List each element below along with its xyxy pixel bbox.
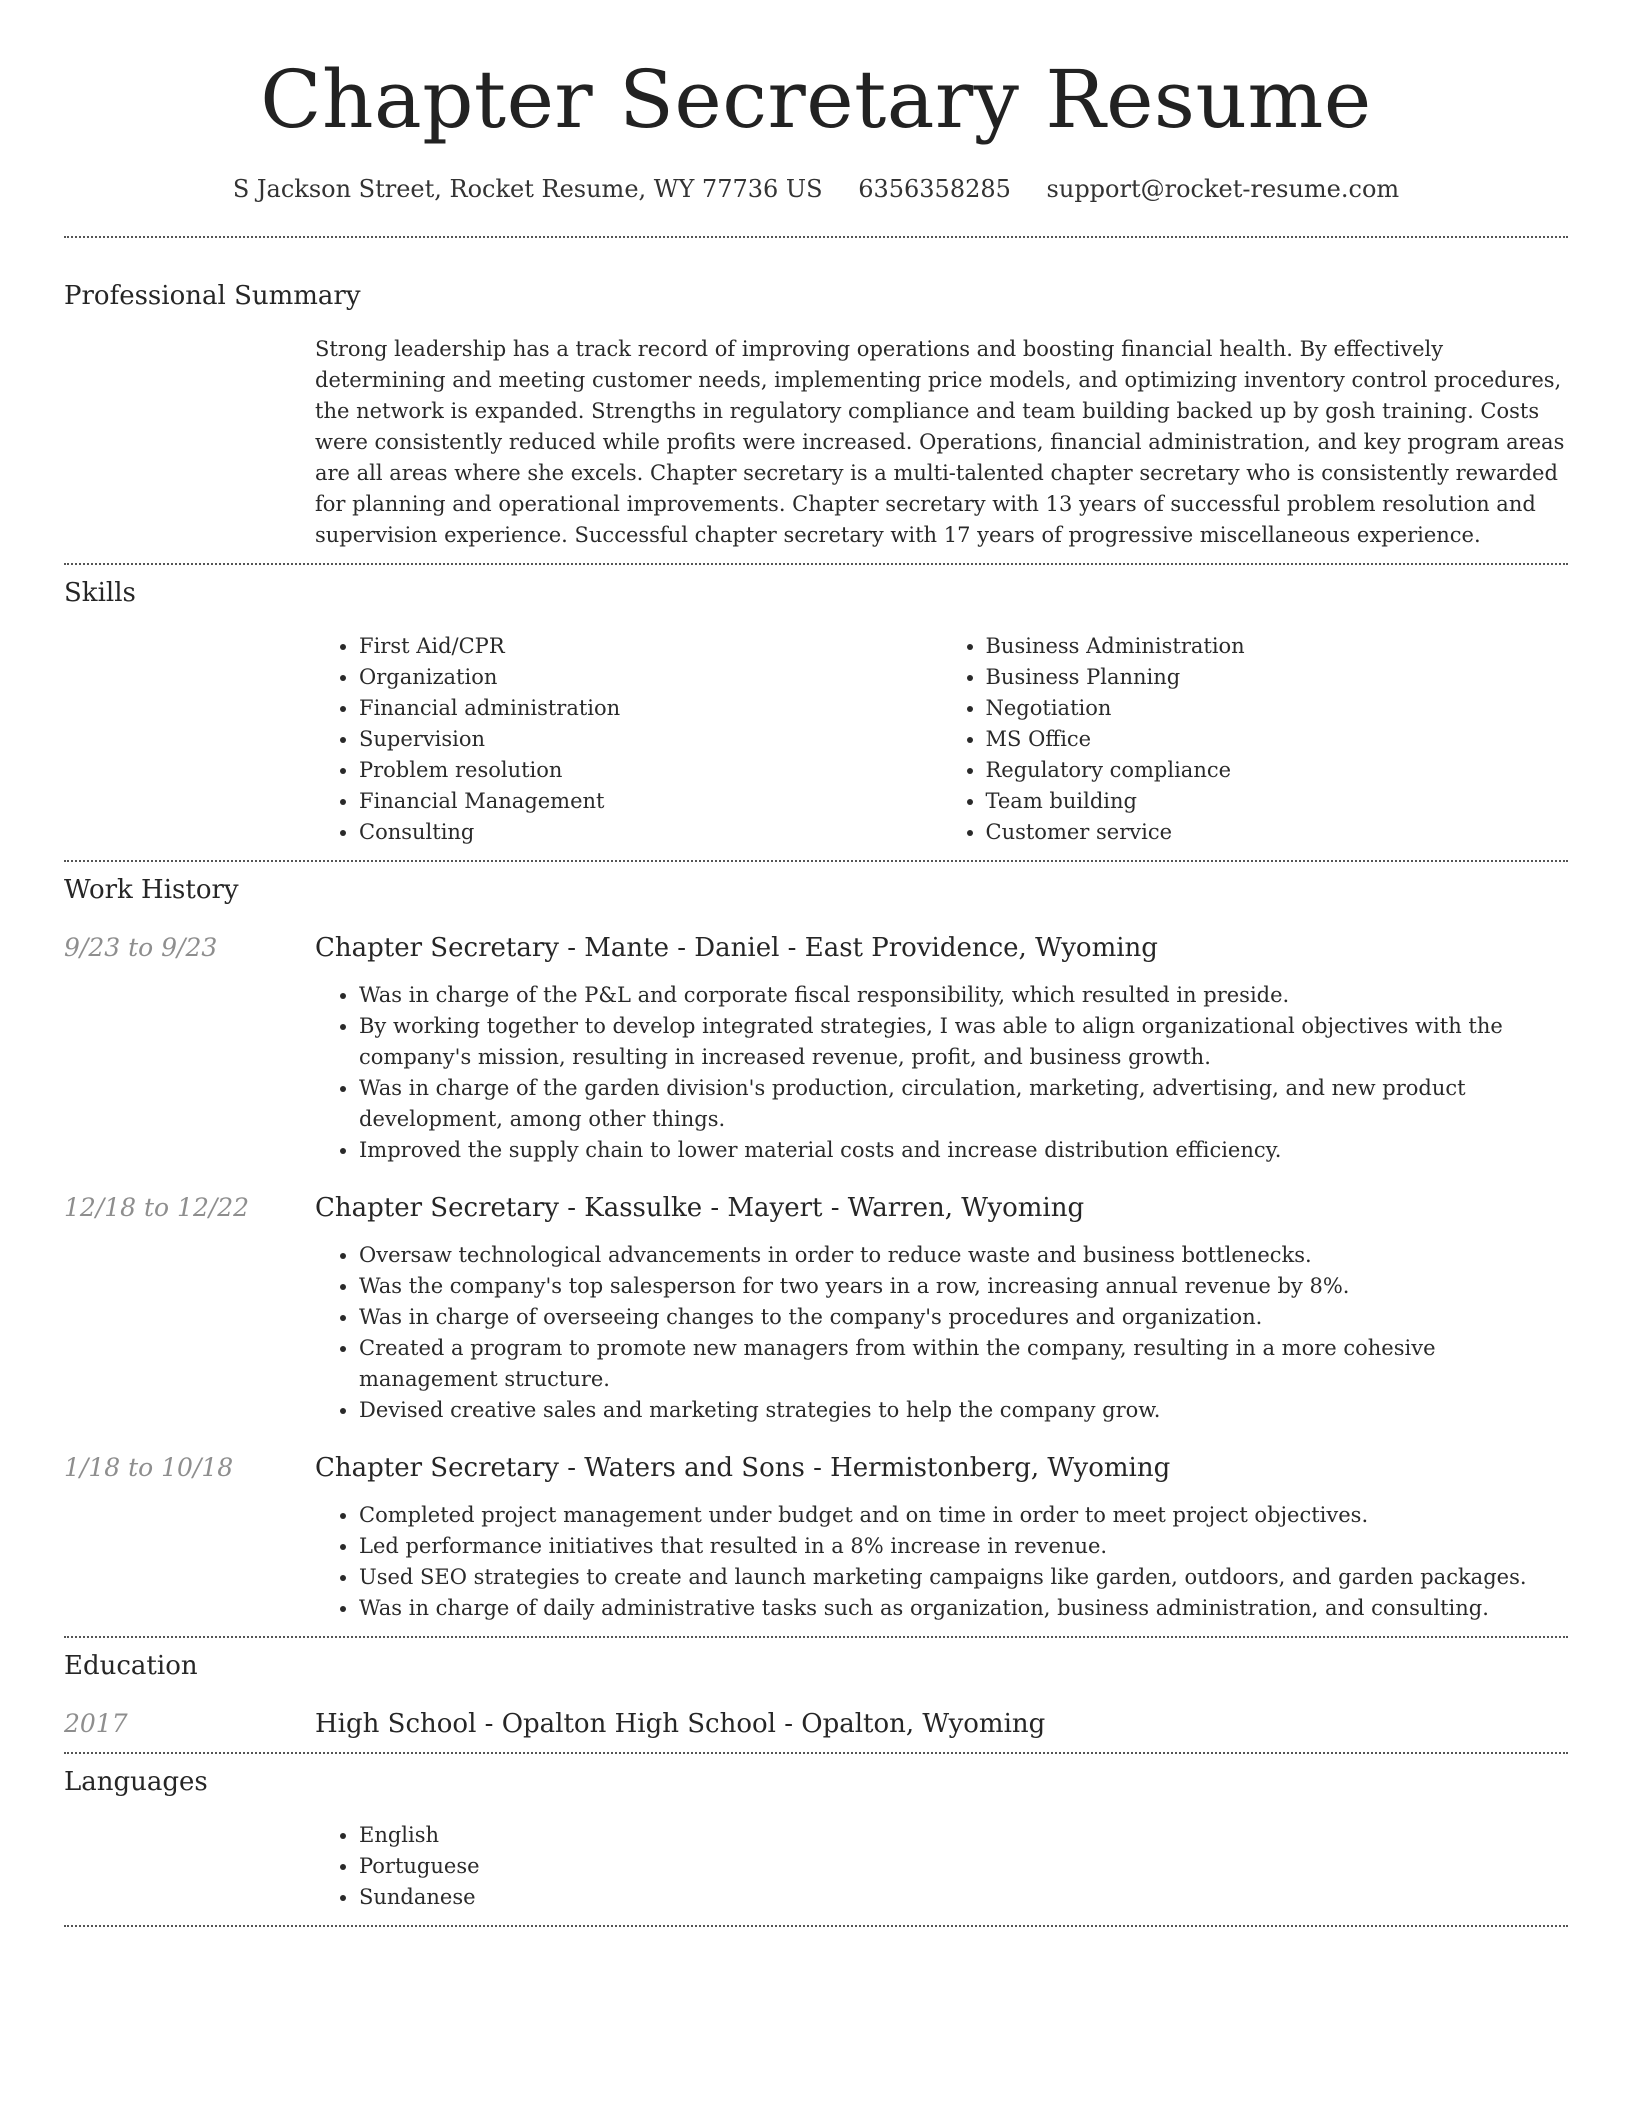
job-header: [64, 1192, 1568, 1224]
language-item: • English: [359, 1820, 1568, 1851]
job-title: Chapter Secretary - Mante - Daniel - East Providence, Wyoming: [315, 933, 1158, 963]
job-date: 12/18 to 12/22: [64, 1193, 250, 1222]
job-entry: [64, 1452, 1568, 1624]
professional-summary-section: [64, 238, 1568, 551]
job-details: [315, 980, 1568, 1166]
job-bullet: • Completed project management under budget and on time in order to meet project objectives.: [359, 1500, 1568, 1531]
contact-phone: 6356358285: [858, 175, 1011, 203]
skill-item: • Business Planning: [986, 662, 1569, 693]
skill-item: • Financial administration: [359, 693, 942, 724]
job-bullets: [315, 1240, 1568, 1426]
education-section: [64, 1638, 1568, 1740]
job-bullet: • Was in charge of daily administrative tasks such as organization, business administration, and consulting.: [359, 1593, 1568, 1624]
resume-header: [64, 0, 1568, 204]
section-title-education: Education: [64, 1651, 198, 1681]
job-details: [315, 1500, 1568, 1624]
contact-email: support@rocket-resume.com: [1046, 175, 1400, 203]
skill-item: • First Aid/CPR: [359, 631, 942, 662]
job-bullet: • Led performance initiatives that resulted in a 8% increase in revenue.: [359, 1531, 1568, 1562]
language-bullets: [315, 1820, 1568, 1913]
job-bullet: • Oversaw technological advancements in order to reduce waste and business bottlenecks.: [359, 1240, 1568, 1271]
job-date: 9/23 to 9/23: [64, 933, 218, 962]
section-title-work-history: Work History: [64, 875, 239, 905]
job-bullets: [315, 1500, 1568, 1624]
work-history-section: [64, 862, 1568, 1624]
job-bullet: • Was in charge of overseeing changes to the company's procedures and organization.: [359, 1302, 1568, 1333]
skill-item: • Organization: [359, 662, 942, 693]
job-entry: [64, 1192, 1568, 1426]
skills-section: [64, 565, 1568, 848]
job-bullets: [315, 980, 1568, 1166]
contact-line: [64, 174, 1568, 204]
skill-item: • Consulting: [359, 817, 942, 848]
job-bullet: • Devised creative sales and marketing strategies to help the company grow.: [359, 1395, 1568, 1426]
languages-list: [315, 1820, 1568, 1913]
job-details: [315, 1240, 1568, 1426]
job-bullet: • Was in charge of the P&L and corporate fiscal responsibility, which resulted in preside.: [359, 980, 1568, 1011]
job-entry: [64, 932, 1568, 1166]
job-bullet: • By working together to develop integrated strategies, I was able to align organizational objectives with the company's mission, resulting in increased revenue, profit, and business growth.: [359, 1011, 1568, 1073]
resume-title: Chapter Secretary Resume: [260, 53, 1372, 146]
section-title-summary: Professional Summary: [64, 281, 361, 311]
skills-list-right: [942, 631, 1569, 848]
languages-section: [64, 1754, 1568, 1913]
divider: [64, 1925, 1568, 1927]
language-item: • Sundanese: [359, 1882, 1568, 1913]
skill-item: • Regulatory compliance: [986, 755, 1569, 786]
skill-item: • Problem resolution: [359, 755, 942, 786]
section-title-skills: Skills: [64, 578, 136, 608]
job-bullet: • Used SEO strategies to create and launch marketing campaigns like garden, outdoors, and garden packages.: [359, 1562, 1568, 1593]
job-bullet: • Improved the supply chain to lower material costs and increase distribution efficiency.: [359, 1135, 1568, 1166]
contact-address: S Jackson Street, Rocket Resume, WY 77736 US: [232, 175, 823, 203]
skills-columns: [315, 631, 1568, 848]
summary-text: Strong leadership has a track record of improving operations and boosting financial health. By effectively determining and meeting customer needs, implementing price models, and optimizing inventory control procedures, the network is expanded. Strengths in regulatory compliance and team building backed up by gosh training. Costs were consistently reduced while profits were increased. Operations, financial administration, and key program areas are all areas where she excels. Chapter secretary is a multi-talented chapter secretary who is consistently rewarded for planning and operational improvements. Chapter secretary with 13 years of successful problem resolution and supervision experience. Successful chapter secretary with 17 years of progressive miscellaneous experience.: [315, 337, 1565, 547]
job-bullet: • Created a program to promote new managers from within the company, resulting in a more cohesive management structure.: [359, 1333, 1568, 1395]
education-title: High School - Opalton High School - Opalton, Wyoming: [315, 1709, 1046, 1739]
skill-item: • Business Administration: [986, 631, 1569, 662]
job-date: 1/18 to 10/18: [64, 1453, 234, 1482]
education-entry: [64, 1708, 1568, 1740]
resume-page: [64, 0, 1568, 1927]
skills-list-left: [315, 631, 942, 848]
skill-item: • Customer service: [986, 817, 1569, 848]
job-bullet: • Was in charge of the garden division's production, circulation, marketing, advertising, and new product development, among other things.: [359, 1073, 1568, 1135]
job-title: Chapter Secretary - Waters and Sons - Hermistonberg, Wyoming: [315, 1453, 1171, 1483]
skill-item: • Negotiation: [986, 693, 1569, 724]
job-bullet: • Was the company's top salesperson for two years in a row, increasing annual revenue by 8%.: [359, 1271, 1568, 1302]
language-item: • Portuguese: [359, 1851, 1568, 1882]
section-title-languages: Languages: [64, 1767, 208, 1797]
education-date: 2017: [64, 1709, 128, 1738]
skill-item: • Financial Management: [359, 786, 942, 817]
skill-item: • MS Office: [986, 724, 1569, 755]
job-header: [64, 1452, 1568, 1484]
job-header: [64, 932, 1568, 964]
skill-item: • Supervision: [359, 724, 942, 755]
job-title: Chapter Secretary - Kassulke - Mayert - Warren, Wyoming: [315, 1193, 1085, 1223]
skill-item: • Team building: [986, 786, 1569, 817]
